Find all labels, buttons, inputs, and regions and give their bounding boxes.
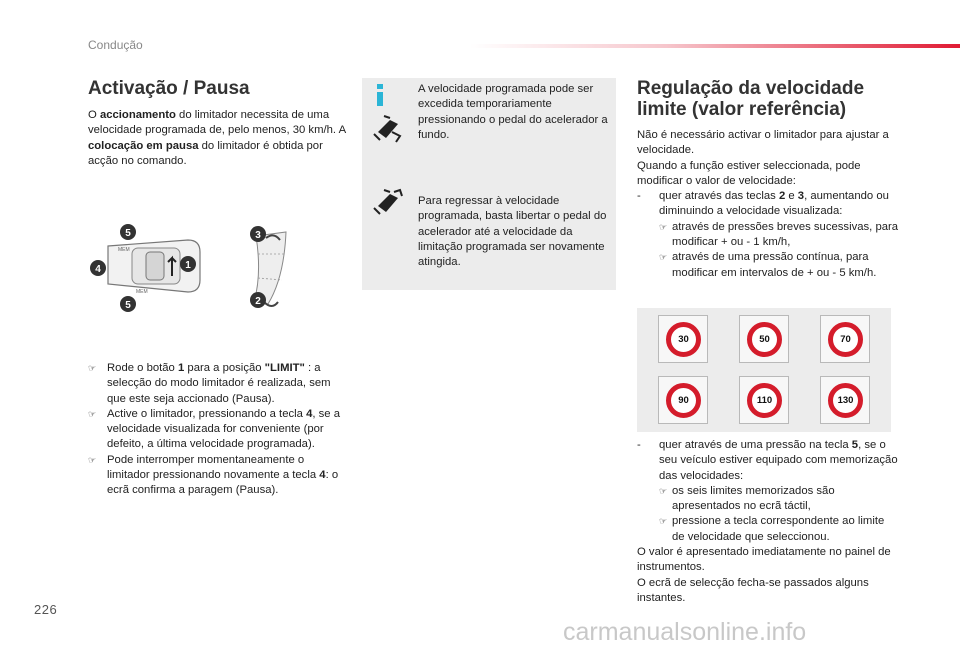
regulation-memory (637, 438, 899, 606)
speed-limit-sign: 30 (658, 315, 708, 363)
section-title-regulation: Regulação da velocidade limite (valor referência) (637, 78, 865, 120)
regulation-intro-2: Quando a função estiver seleccionada, pode modificar o valor de velocidade: (637, 159, 861, 187)
regulation-list-memory (637, 438, 899, 545)
finger-pointing-icon: ☞ (659, 485, 668, 496)
figure-callout-2 (250, 292, 266, 308)
activation-intro: O accionamento do limitador necessita de uma velocidade programada de, pelo menos, 30 km/h. A colocação em pausa do limitador é obtida por acção no comando. (88, 109, 346, 167)
pedal-release-icon (372, 188, 404, 218)
speed-limit-sign: 110 (739, 376, 789, 424)
finger-pointing-icon: ☞ (659, 221, 668, 232)
svg-text:4: 4 (95, 264, 101, 275)
regulation-intro-1: Não é necessário activar o limitador para ajustar a velocidade. (637, 129, 889, 157)
speed-limits-panel (637, 308, 891, 432)
header-accent-bar (470, 44, 960, 48)
regulation-intro (637, 128, 899, 281)
limiter-stalk-illustration (88, 218, 288, 318)
regulation-sub-list (659, 484, 899, 545)
activation-step: ☞ Rode o botão 1 para a posição "LIMIT" : a selecção do modo limitador é realizada, sem que este seja accionado (Pausa). (88, 362, 331, 405)
svg-text:1: 1 (185, 260, 191, 271)
info-box (362, 78, 616, 290)
section-title-activation: Activação / Pausa (88, 78, 250, 99)
figure-callout-4 (90, 260, 106, 276)
figure-callout-5-top (120, 224, 136, 240)
svg-text:2: 2 (255, 296, 261, 307)
activation-step: ☞ Active o limitador, pressionando a tecla 4, se a velocidade visualizada for conveniente (por defeito, a última velocidade programada). (88, 407, 340, 451)
svg-text:MEM: MEM (118, 247, 130, 253)
stalk-figure (88, 218, 288, 318)
speed-limit-sign: 130 (820, 376, 870, 424)
regulation-outro-1: O valor é apresentado imediatamente no painel de instrumentos. (637, 546, 891, 574)
regulation-sub-item: ☞ os seis limites memorizados são apresentados no ecrã táctil, (659, 484, 835, 513)
svg-text:3: 3 (255, 230, 261, 241)
svg-text:MEM: MEM (136, 289, 148, 295)
figure-callout-1 (180, 256, 196, 272)
watermark: carmanualsonline.info (563, 618, 807, 646)
activation-steps (88, 361, 346, 499)
regulation-list-keys (637, 189, 899, 281)
svg-text:5: 5 (125, 300, 131, 311)
regulation-sub-list (659, 220, 899, 281)
regulation-sub-item: ☞ através de pressões breves sucessivas, para modificar + ou - 1 km/h, (659, 220, 899, 249)
speed-limit-sign: 50 (739, 315, 789, 363)
finger-pointing-icon: ☞ (659, 516, 668, 527)
pedal-press-icon (372, 114, 404, 144)
section-label: Condução (88, 38, 143, 52)
activation-step: ☞ Pode interromper momentaneamente o limitador pressionando novamente a tecla 4: o ecrã confirma a paragem (Pausa). (88, 453, 339, 497)
regulation-item-keys: - quer através das teclas 2 e 3, aumentando ou diminuindo a velocidade visualizada: ☞ através de pressões breves sucessivas, para modificar + ou - 1 km/h, ☞ através de uma pressão contínua, para modificar em intervalos de + ou - 5 km/h. (637, 189, 899, 281)
finger-pointing-icon: ☞ (88, 454, 97, 465)
info-text-return: Para regressar à velocidade programada, basta libertar o pedal do acelerador até a velocidade da limitação programada ser novamente atingida. (418, 195, 607, 269)
regulation-sub-item: ☞ através de uma pressão contínua, para modificar em intervalos de + ou - 5 km/h. (659, 251, 877, 279)
finger-pointing-icon: ☞ (88, 363, 97, 373)
speed-limit-sign: 70 (820, 315, 870, 363)
figure-callout-3 (250, 226, 266, 242)
finger-pointing-icon: ☞ (88, 408, 97, 419)
svg-text:5: 5 (125, 228, 131, 239)
page-number: 226 (34, 602, 58, 617)
info-icon (373, 84, 387, 106)
speed-limit-sign: 90 (658, 376, 708, 424)
regulation-outro-2: O ecrã de selecção fecha-se passados alguns instantes. (637, 576, 869, 604)
regulation-item-memory: - quer através de uma pressão na tecla 5, se o seu veículo estiver equipado com memorização das velocidades: ☞ os seis limites memorizados são apresentados no ecrã táctil, ☞ pressione a tecla correspondente ao limite de velocidade que seleccionou. (637, 438, 899, 545)
finger-pointing-icon: ☞ (659, 252, 668, 263)
info-text-exceed: A velocidade programada pode ser excedida temporariamente pressionando o pedal do acelerador a fundo. (418, 83, 608, 141)
regulation-sub-item: ☞ pressione a tecla correspondente ao limite de velocidade que seleccionou. (659, 515, 885, 543)
figure-callout-5-bottom (120, 296, 136, 312)
